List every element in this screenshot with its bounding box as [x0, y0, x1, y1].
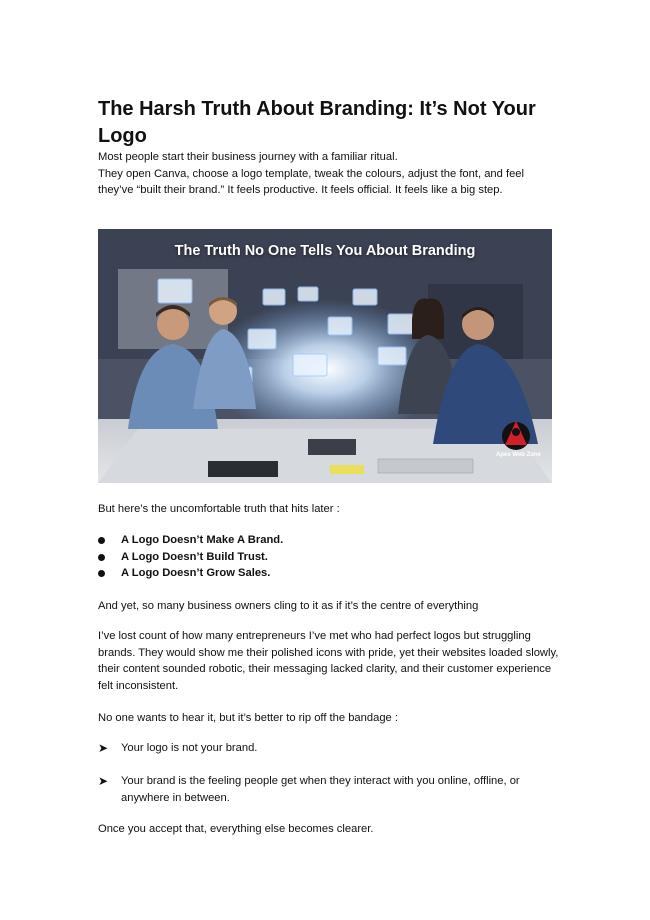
- hero-logo-brand: Apex Web Zone: [496, 452, 541, 458]
- bullet-text: A Logo Doesn’t Make A Brand.: [121, 534, 284, 546]
- intro-paragraph-1: Most people start their business journey with a familiar ritual.: [98, 151, 398, 163]
- bullet-dot-icon: [98, 554, 105, 561]
- bullet-text: A Logo Doesn’t Grow Sales.: [121, 567, 271, 579]
- arrow-item-text: Your brand is the feeling people get when they interact with you online, offline, or anywhere in between.: [121, 775, 520, 804]
- paragraph-bandage: No one wants to hear it, but it’s better to rip off the bandage :: [98, 712, 398, 724]
- paragraph-lost-count: I’ve lost count of how many entrepreneurs I’ve met who had perfect logos but struggling brands. They would show me their polished icons with pride, yet their websites loaded slowly, their content sounded robotic, their messaging lacked clarity, and their customer experience felt inconsistent.: [98, 630, 559, 692]
- bullet-dot-icon: [98, 570, 105, 577]
- arrow-item-text: Your logo is not your brand.: [121, 742, 258, 754]
- truth-lead: But here’s the uncomfortable truth that hits later :: [98, 503, 340, 515]
- hero-image: [98, 229, 552, 483]
- article-title: The Harsh Truth About Branding: It’s Not Your Logo: [98, 98, 536, 147]
- paragraph-cling: And yet, so many business owners cling to it as if it’s the centre of everything: [98, 600, 479, 612]
- bullet-dot-icon: [98, 537, 105, 544]
- hero-logo-tagline: Your Growth Partner: [500, 460, 532, 464]
- hero-image-title: The Truth No One Tells You About Branding: [174, 243, 476, 259]
- bullet-text: A Logo Doesn’t Build Trust.: [121, 550, 268, 563]
- list-item: [98, 549, 558, 566]
- hero-illustration: [98, 229, 552, 483]
- list-item: [98, 565, 558, 582]
- closing-paragraph: Once you accept that, everything else becomes clearer.: [98, 823, 374, 835]
- intro-paragraph-2: They open Canva, choose a logo template, tweak the colours, adjust the font, and feel they’ve “built their brand.” It feels productive. It feels official. It feels like a big step.: [98, 167, 525, 196]
- arrow-bullet-icon: ➤: [98, 741, 109, 755]
- bullet-list: [98, 532, 558, 582]
- arrow-bullet-icon: ➤: [98, 774, 109, 788]
- list-item: [98, 532, 558, 549]
